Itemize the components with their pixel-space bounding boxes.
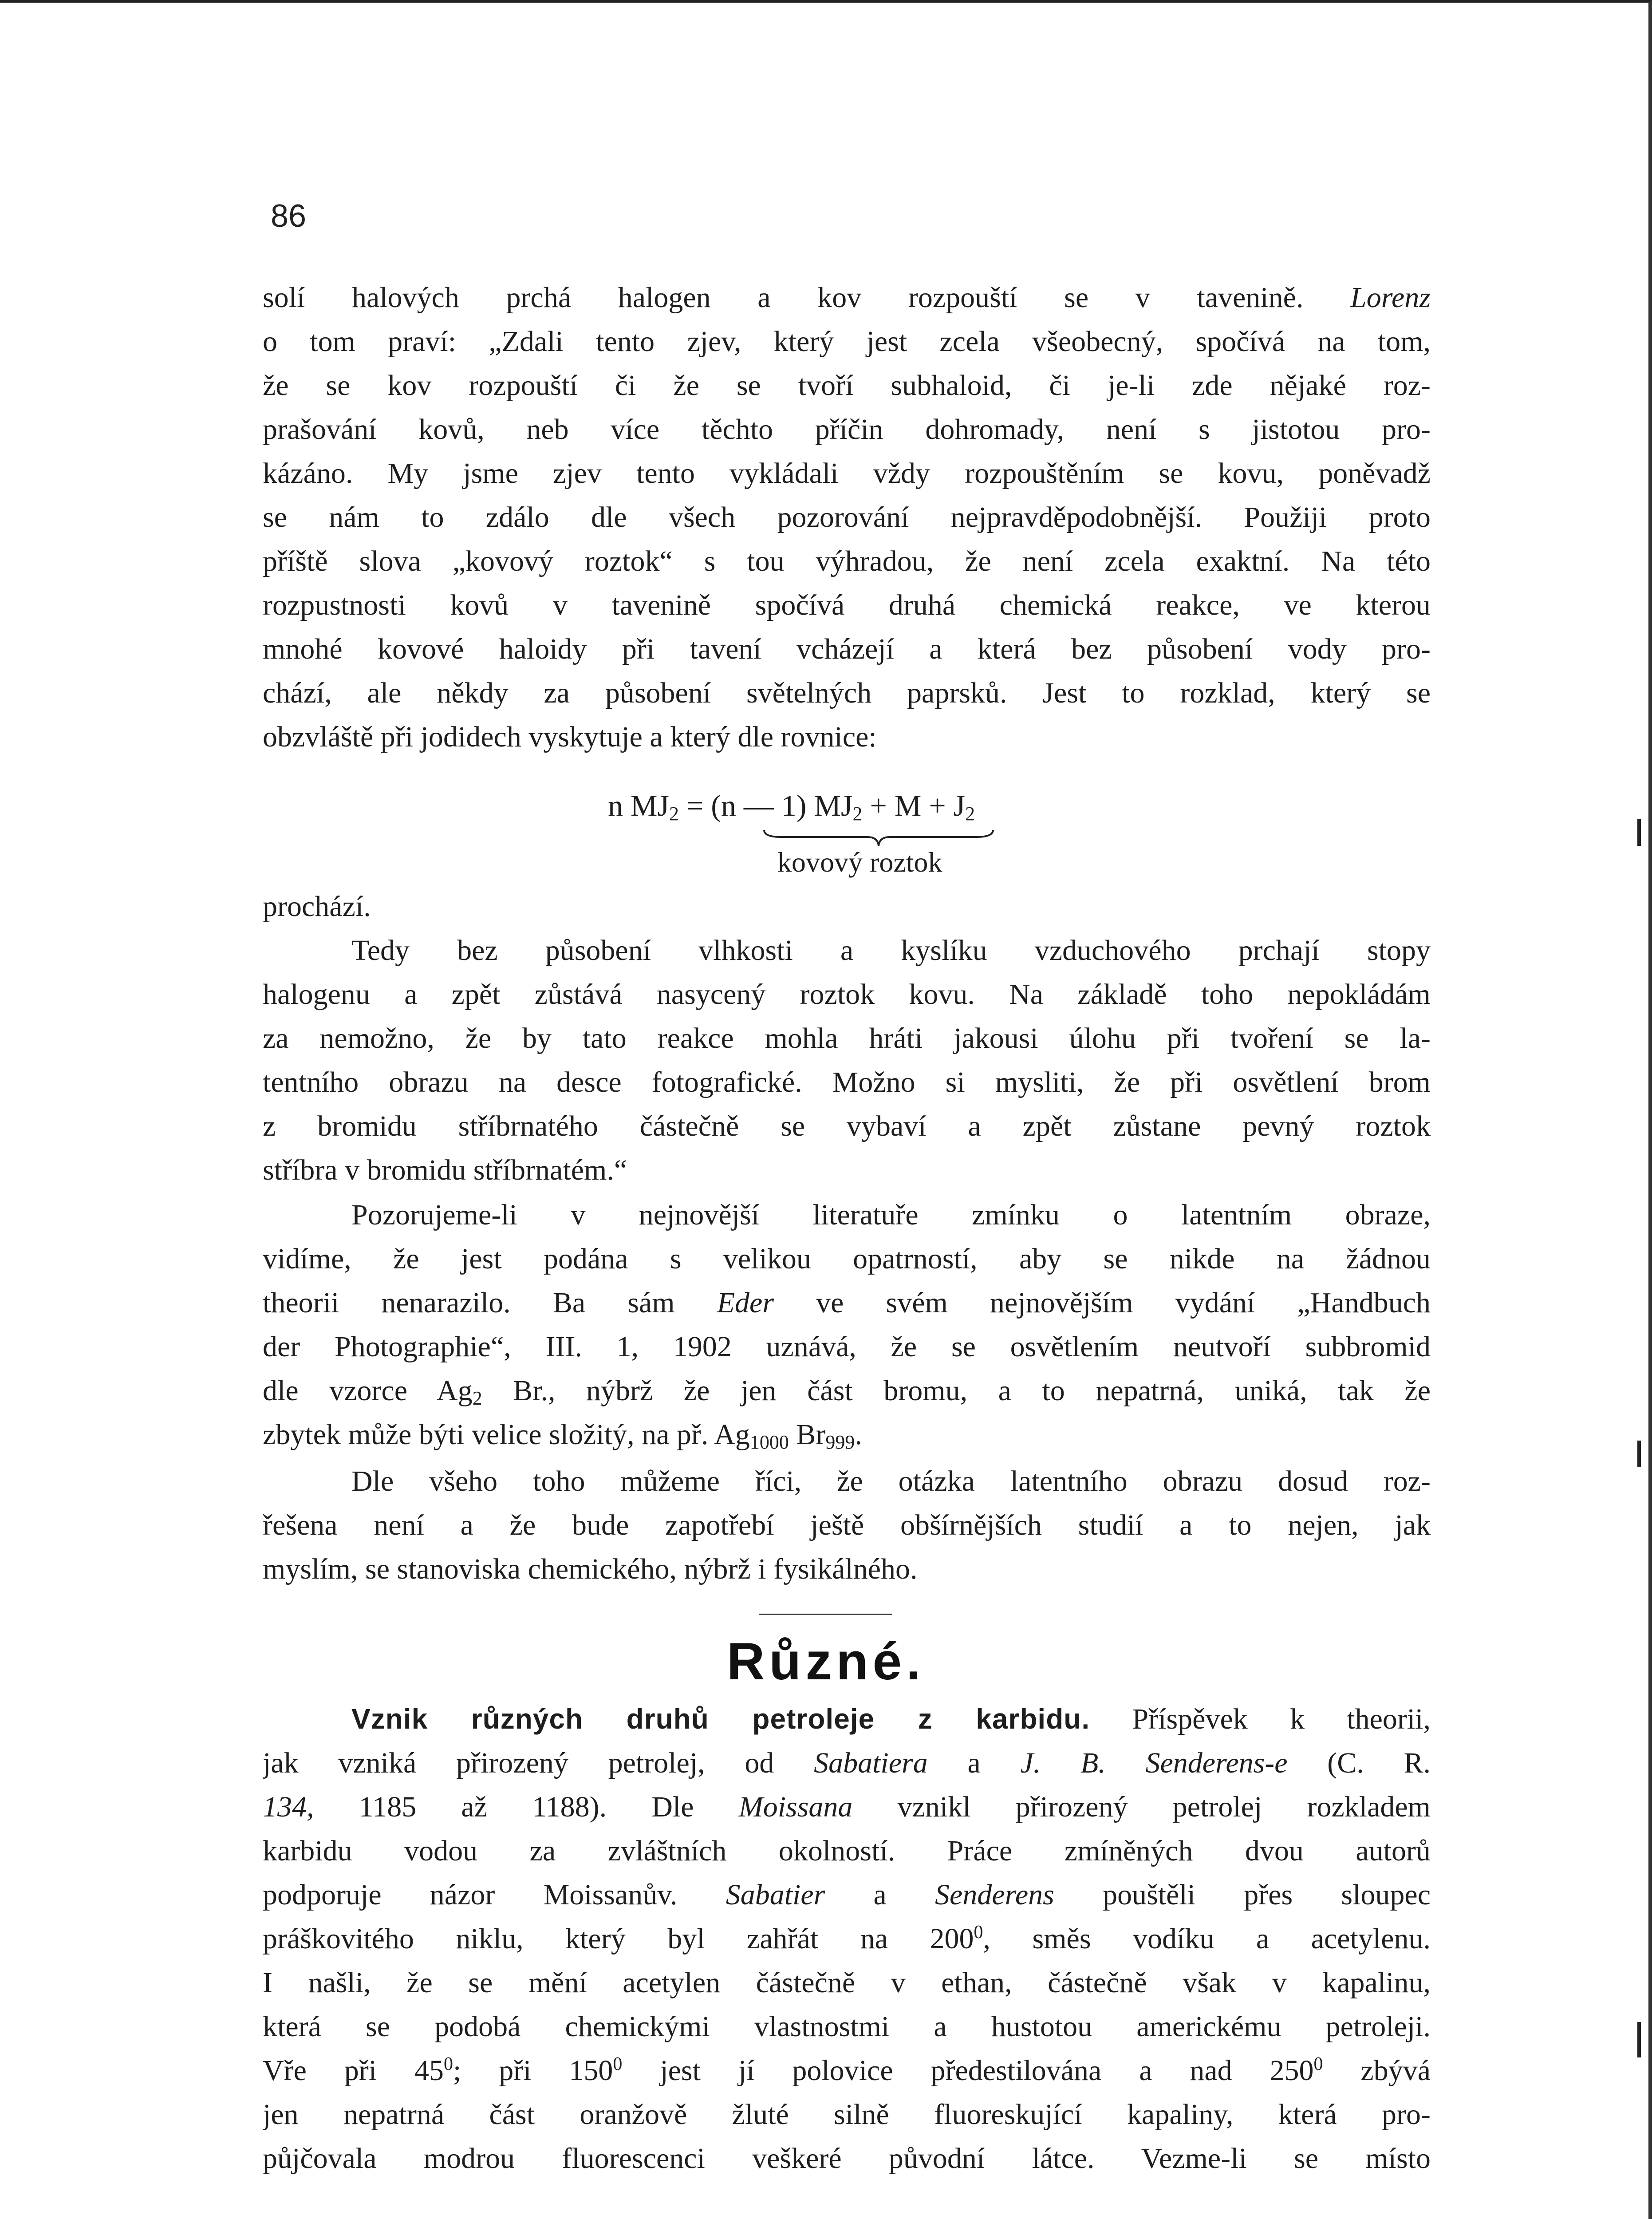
text-line: myslím, se stanoviska chemického, nýbrž i fysikálného. — [263, 1553, 918, 1585]
text-line: vidíme, že jest podána s velikou opatrností, aby se nikde na žádnou — [263, 1243, 1431, 1275]
text-line: prašování kovů, neb více těchto příčin dohromady, není s jistotou pro- — [263, 413, 1431, 446]
scan-edge-mark — [1637, 2022, 1641, 2057]
paragraph-3 — [263, 1193, 1431, 1457]
text-line: která se podobá chemickými vlastnostmi a hustotou americkému petroleji. — [263, 2010, 1431, 2043]
article — [263, 1697, 1431, 2180]
text-line: karbidu vodou za zvláštních okolností. Práce zmíněných dvou autorů — [263, 1835, 1431, 1867]
scan-edge-mark — [1637, 819, 1641, 846]
text-line: prochází. — [263, 890, 371, 923]
text-line: kázáno. My jsme zjev tento vykládali vždy rozpouštěním se kovu, poněvadž — [263, 457, 1431, 490]
text-line: rozpustnosti kovů v tavenině spočívá druhá chemická reakce, ve kterou — [263, 589, 1431, 621]
text-line: za nemožno, že by tato reakce mohla hráti jakousi úlohu při tvoření se la- — [263, 1022, 1431, 1054]
text-line: stříbra v bromidu stříbrnatém.“ — [263, 1154, 627, 1186]
page-number: 86 — [271, 198, 307, 234]
text-line: zbytek může býti velice složitý, na př. $Ag_{1000}$ $Br_{999}$. — [263, 1418, 862, 1453]
text-line: dle vzorce $Ag_2$ Br., nýbrž že jen část bromu, a to nepatrná, uniká, tak že — [263, 1374, 1431, 1409]
underbrace — [763, 829, 994, 847]
chemical-equation: n $MJ_2 = (n$ — 1) $MJ_2 + M + J_2$ — [608, 789, 975, 825]
text-line: jen nepatrná část oranžově žluté silně fluoreskující kapaliny, která pro- — [263, 2098, 1431, 2131]
text-line: že se kov rozpouští či že se tvoří subhaloid, či je-li zde nějaké roz- — [263, 369, 1431, 402]
text-line: Pozorujeme-li v nejnovější literatuře zmínku o latentním obraze, — [351, 1199, 1431, 1231]
text-line: práškovitého niklu, který byl zahřát na $200^0$, směs vodíku a acetylenu. — [263, 1922, 1431, 1955]
paragraph-4 — [263, 1459, 1431, 1591]
text-line: podporuje názor Moissanův. Sabatier a Senderens pouštěli přes sloupec — [263, 1879, 1431, 1911]
text-line: chází, ale někdy za působení světelných paprsků. Jest to rozklad, který se — [263, 677, 1431, 709]
text-line: z bromidu stříbrnatého částečně se vybaví a zpět zůstane pevný roztok — [263, 1110, 1431, 1142]
text-line: obzvláště při jodidech vyskytuje a který dle rovnice: — [263, 721, 877, 753]
text-line: řešena není a že bude zapotřebí ještě obšírnějších studií a to nejen, jak — [263, 1509, 1431, 1541]
text-line: solí halových prchá halogen a kov rozpouští se v tavenině. Lorenz — [263, 281, 1431, 314]
equation-label: kovový roztok — [777, 846, 942, 878]
text-line: 134, 1185 až 1188). Dle Moissana vznikl přirozený petrolej rozkladem — [263, 1791, 1431, 1823]
text-line: I našli, že se mění acetylen částečně v ethan, částečně však v kapalinu, — [263, 1966, 1431, 1999]
text-line: halogenu a zpět zůstává nasycený roztok kovu. Na základě toho nepokládám — [263, 978, 1431, 1011]
article-headline: Vznik různých druhů petroleje z karbidu. — [351, 1703, 1090, 1735]
paragraph-2 — [263, 884, 1431, 1192]
text-line: mnohé kovové haloidy při tavení vcházejí a která bez působení vody pro- — [263, 633, 1431, 665]
text-line: Tedy bez působení vlhkosti a kyslíku vzduchového prchají stopy — [351, 934, 1431, 967]
scan-edge-mark — [1637, 1441, 1641, 1467]
section-divider — [759, 1614, 892, 1615]
text-line: tentního obrazu na desce fotografické. Možno si mysliti, že při osvětlení brom — [263, 1066, 1431, 1098]
text-line: Vře při $45^0$; při $150^0$ jest jí polovice předestilována a nad $250^0$ zbývá — [263, 2054, 1431, 2087]
text-line: příště slova „kovový roztok“ s tou výhradou, že není zcela exaktní. Na této — [263, 545, 1431, 577]
text-line: se nám to zdálo dle všech pozorování nejpravděpodobnější. Použiji proto — [263, 501, 1431, 533]
author-name: Lorenz — [1350, 281, 1431, 314]
text-line: Dle všeho toho můžeme říci, že otázka latentního obrazu dosud roz- — [351, 1465, 1431, 1497]
text-line: theorii nenarazilo. Ba sám Eder ve svém nejnovějším vydání „Handbuch — [263, 1287, 1431, 1319]
paragraph-1 — [263, 276, 1431, 759]
text-line: jak vzniká přirozený petrolej, od Sabatiera a J. B. Senderens-e (C. R. — [263, 1747, 1431, 1779]
text-line: o tom praví: „Zdali tento zjev, který jest zcela všeobecný, spočívá na tom, — [263, 325, 1431, 358]
section-title: Různé. — [727, 1632, 925, 1691]
author-name: Eder — [717, 1287, 774, 1319]
text-line: der Photographie“, III. 1, 1902 uznává, že se osvětlením neutvoří subbromid — [263, 1331, 1431, 1363]
text-line: půjčovala modrou fluorescenci veškeré původní látce. Vezme-li se místo — [263, 2142, 1431, 2175]
text-line: Vznik různých druhů petroleje z karbidu. Příspěvek k theorii, — [351, 1703, 1431, 1735]
